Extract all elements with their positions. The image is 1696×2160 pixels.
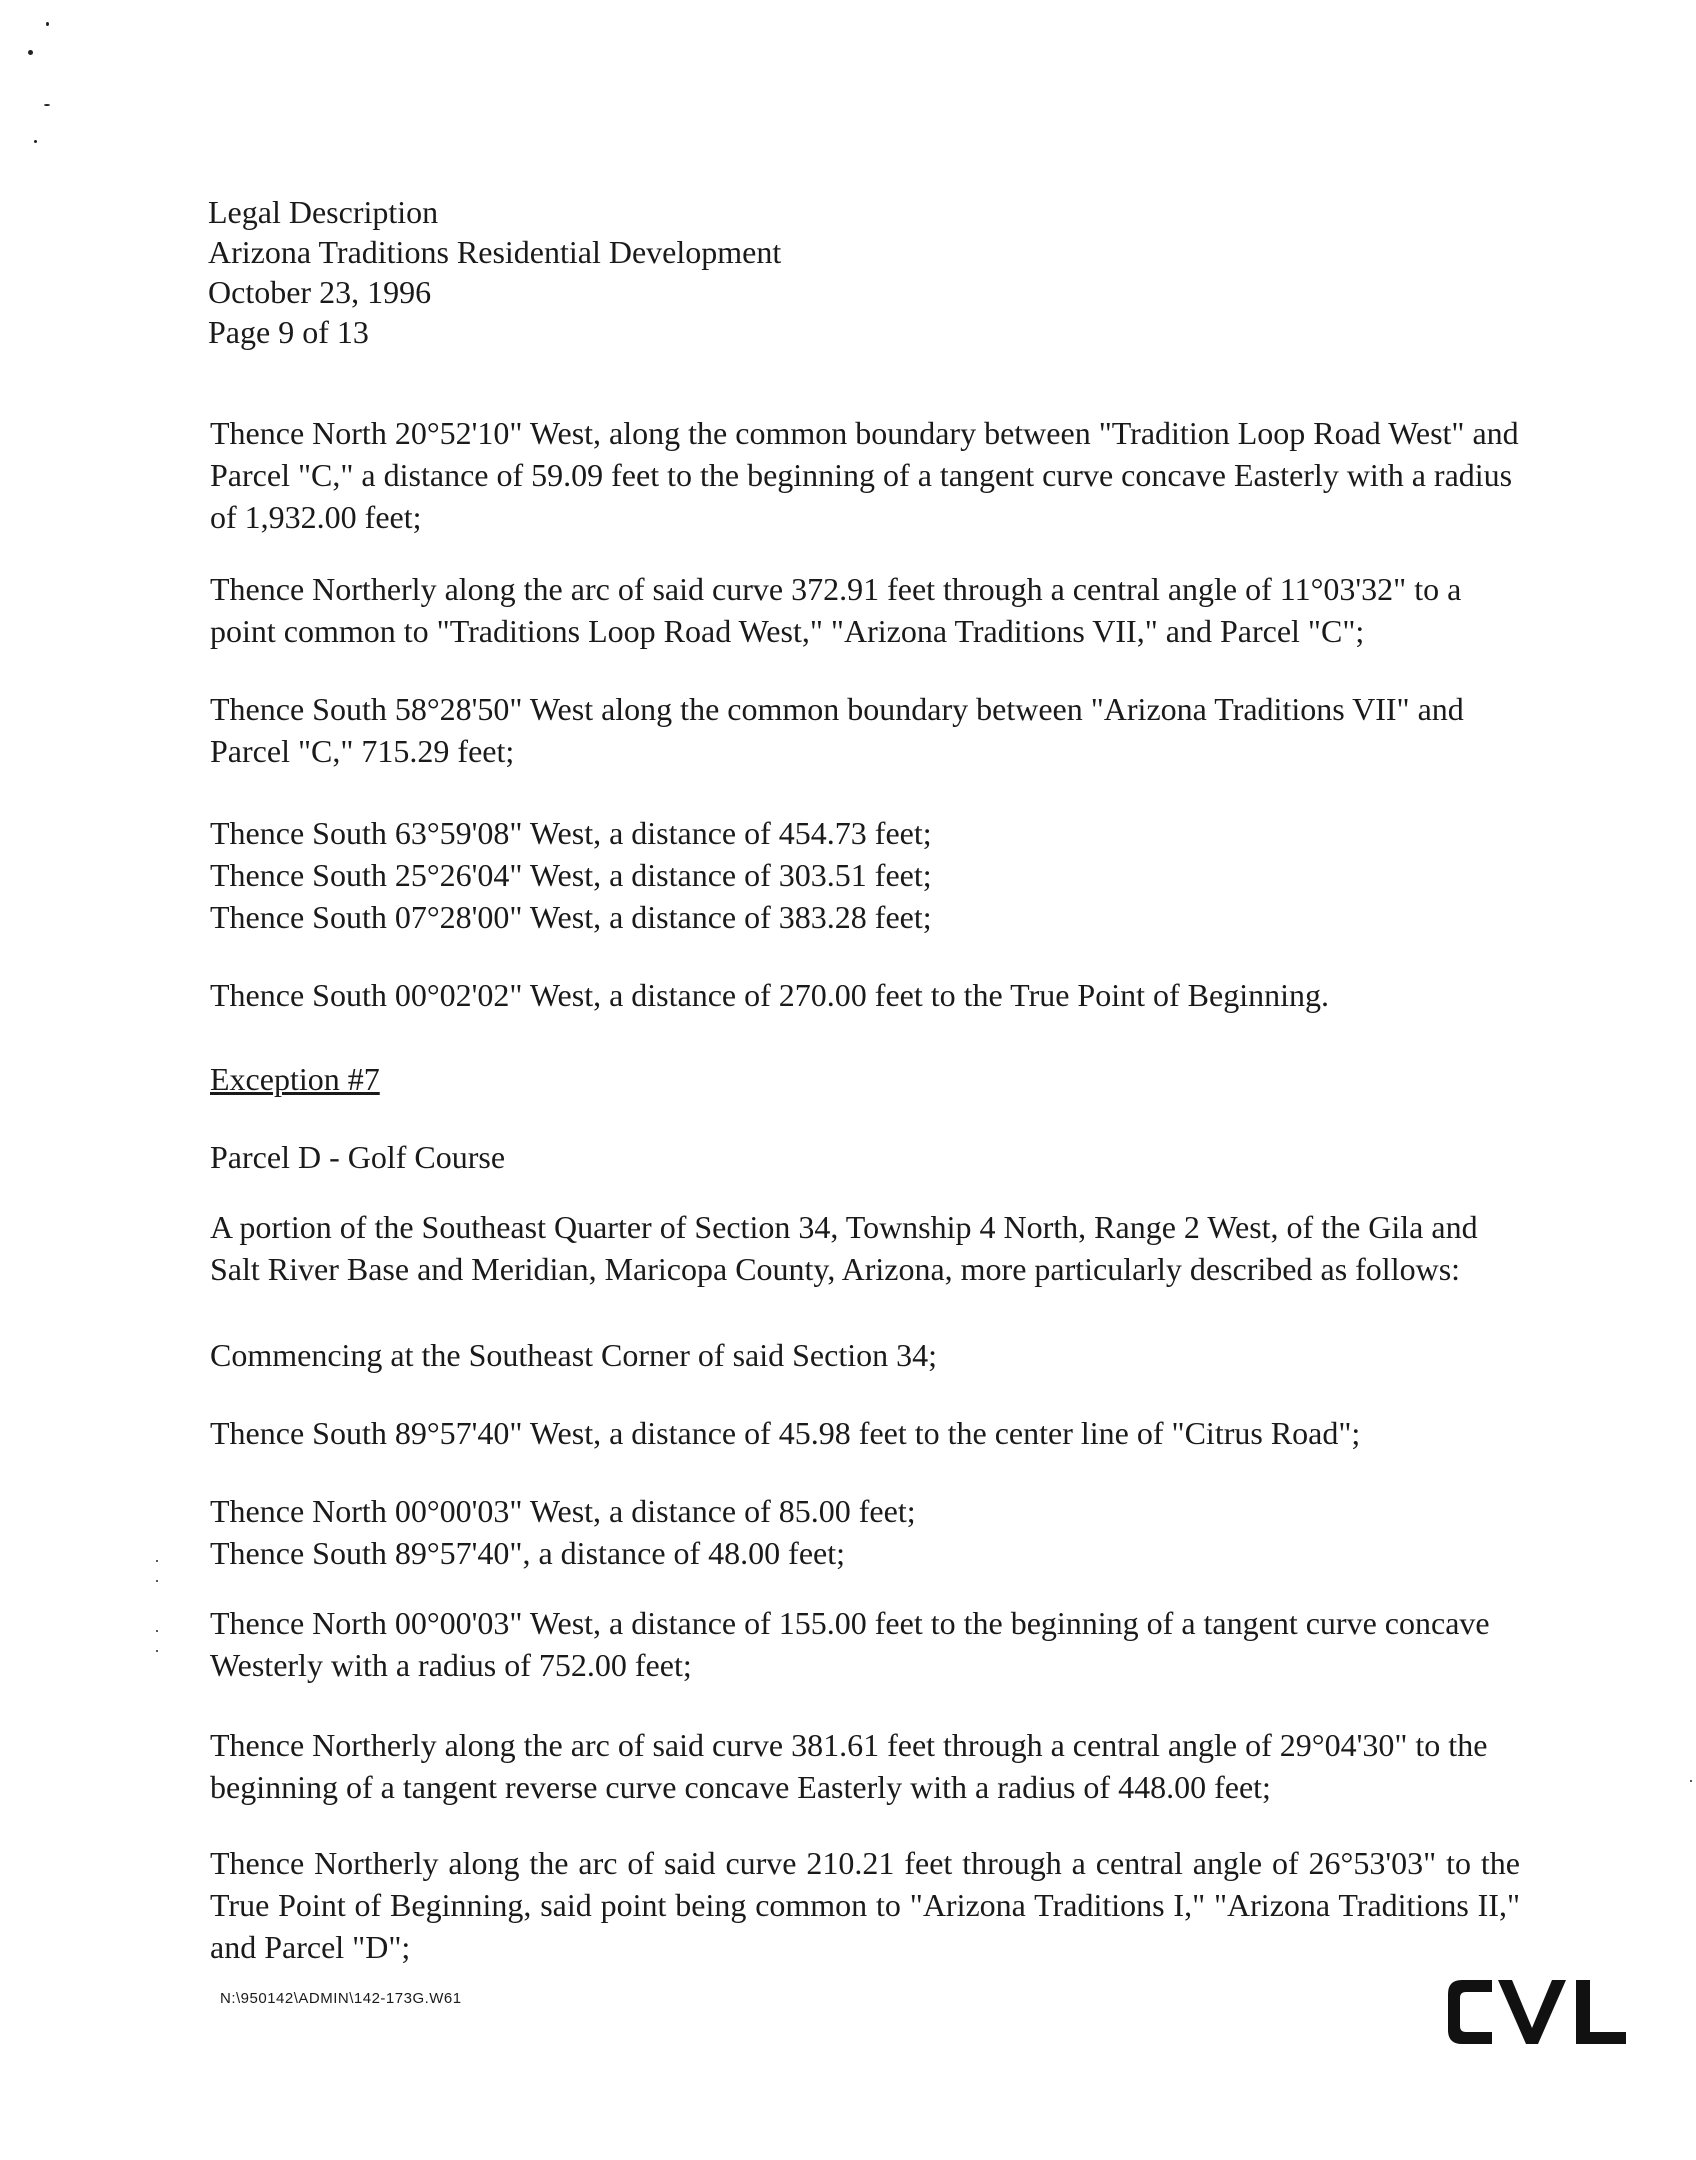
file-path-footer: N:\950142\ADMIN\142-173G.W61 [220,1990,462,2007]
paragraph-course-3: Thence South 58°28'50" West along the common boundary between "Arizona Traditions VII" and Parcel "C," 715.29 feet; [210,691,1464,769]
paragraph-parcel-description: A portion of the Southeast Quarter of Section 34, Township 4 North, Range 2 West, of the Gila and Salt River Base and Meridian, Maricopa County, Arizona, more particularly described as follows: [210,1209,1478,1287]
scan-speck [34,140,37,143]
paragraph-course-6: Thence North 00°00'03" West, a distance of 155.00 feet to the beginning of a tangent curve concave Westerly with a radius of 752.00 feet; [210,1605,1490,1683]
paragraph-course-list: Thence South 63°59'08" West, a distance of 454.73 feet; Thence South 25°26'04" West, a distance of 303.51 feet; Thence South 07°28'00" West, a distance of 383.28 feet; [210,815,932,935]
paragraph-course-list-2: Thence North 00°00'03" West, a distance of 85.00 feet; Thence South 89°57'40", a distance of 48.00 feet; [210,1493,916,1571]
exception-heading: Exception #7 [210,1061,380,1097]
paragraph-course-8: Thence Northerly along the arc of said curve 210.21 feet through a central angle of 26°53'03" to the True Point of Beginning, said point being common to "Arizona Traditions I," "Arizona Traditions II," and Parcel "D"; [210,1845,1520,1965]
document-header [208,192,781,352]
scan-speck [156,1650,158,1652]
scan-speck [156,1580,158,1582]
company-logo [1440,1972,1630,2052]
scan-speck [156,1630,158,1632]
scan-speck [44,104,50,106]
header-date: October 23, 1996 [208,274,432,310]
paragraph-course-5: Thence South 89°57'40" West, a distance of 45.98 feet to the center line of "Citrus Road"; [210,1415,1361,1451]
paragraph-course-2: Thence Northerly along the arc of said curve 372.91 feet through a central angle of 11°03'32" to a point common to "Traditions Loop Road West," "Arizona Traditions VII," and Parcel "C"; [210,571,1462,649]
scan-speck [156,1560,158,1562]
paragraph-commencing: Commencing at the Southeast Corner of said Section 34; [210,1337,937,1373]
header-page-number: Page 9 of 13 [208,314,369,350]
header-project: Arizona Traditions Residential Development [208,234,782,270]
header-title: Legal Description [208,194,439,230]
scan-speck [46,22,49,26]
paragraph-course-7: Thence Northerly along the arc of said curve 381.61 feet through a central angle of 29°04'30" to the beginning of a tangent reverse curve concave Easterly with a radius of 448.00 feet; [210,1727,1488,1805]
paragraph-course-4: Thence South 00°02'02" West, a distance of 270.00 feet to the True Point of Beginning. [210,977,1329,1013]
parcel-title: Parcel D - Golf Course [210,1139,506,1175]
scan-speck [28,50,33,55]
paragraph-course-1: Thence North 20°52'10" West, along the common boundary between "Tradition Loop Road West" and Parcel "C," a distance of 59.09 feet to the beginning of a tangent curve concave Easterly with a radius of 1,932.00 feet; [210,415,1519,535]
scan-speck [1690,1780,1692,1782]
